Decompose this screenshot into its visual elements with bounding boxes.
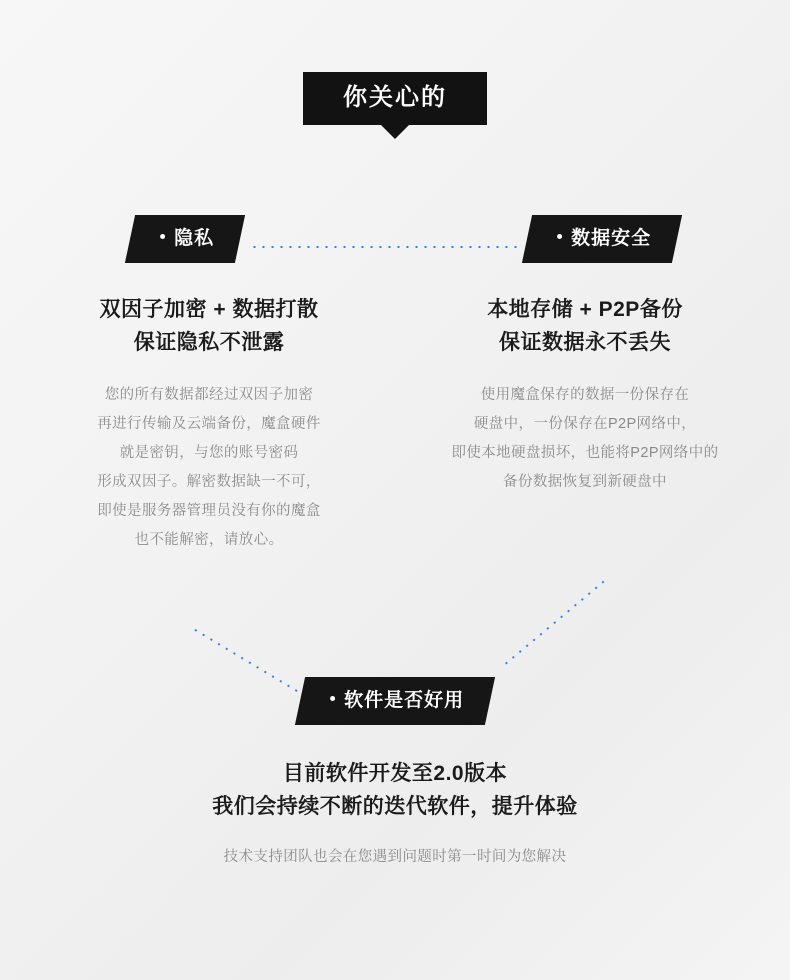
tag-usability [295,677,495,725]
bullet-dot-icon [330,696,335,701]
banner-container [0,72,790,125]
privacy-body-line-4: 形成双因子。解密数据缺一不可， [97,474,321,490]
data-security-headline [420,293,750,359]
section-usability [95,757,695,872]
tag-privacy [125,215,245,263]
page-title: 你关心的 [303,72,487,125]
usability-headline-line-1: 目前软件开发至2.0版本 [282,762,508,785]
privacy-headline-line-1: 双因子加密 + 数据打散 [99,298,319,321]
tag-privacy-inner [160,229,214,248]
privacy-body-line-5: 即使是服务器管理员没有你的魔盒 [97,503,321,519]
data-security-headline-line-1: 本地存储 + P2P备份 [487,298,683,321]
privacy-headline [44,293,374,359]
usability-headline-line-2: 我们会持续不断的迭代软件，提升体验 [212,795,578,818]
privacy-body-line-2: 再进行传输及云端备份，魔盒硬件 [97,416,321,432]
data-security-body-line-4: 备份数据恢复到新硬盘中 [503,474,667,490]
tag-privacy-label: 隐私 [174,228,215,249]
privacy-body [44,381,374,555]
privacy-headline-line-2: 保证隐私不泄露 [133,331,285,354]
connector-left-diagonal-dotted [191,627,308,698]
data-security-body-line-1: 使用魔盒保存的数据一份保存在 [480,387,690,403]
privacy-body-line-1: 您的所有数据都经过双因子加密 [104,387,314,403]
bullet-dot-icon [557,234,562,239]
data-security-body-line-3: 即使本地硬盘损坏，也能将P2P网络中的 [451,445,719,461]
tag-usability-inner [330,691,464,710]
tag-usability-label: 软件是否好用 [344,690,465,711]
section-privacy [44,293,374,555]
privacy-body-line-6: 也不能解密，请放心。 [134,532,284,548]
tag-data-security [522,215,682,263]
data-security-body-line-2: 硬盘中，一份保存在P2P网络中， [473,416,697,432]
bullet-dot-icon [160,234,165,239]
section-data-security [420,293,750,497]
connector-horizontal-dotted [250,246,520,248]
usability-body-line-1: 技术支持团队也会在您遇到问题时第一时间为您解决 [223,849,567,865]
connector-right-diagonal-dotted [502,578,607,666]
tag-data-security-label: 数据安全 [571,228,652,249]
tag-data-security-inner [557,229,651,248]
privacy-body-line-3: 就是密钥，与您的账号密码 [119,445,299,461]
usability-headline [95,757,695,823]
usability-body [95,843,695,872]
data-security-headline-line-2: 保证数据永不丢失 [499,331,671,354]
data-security-body [420,381,750,497]
